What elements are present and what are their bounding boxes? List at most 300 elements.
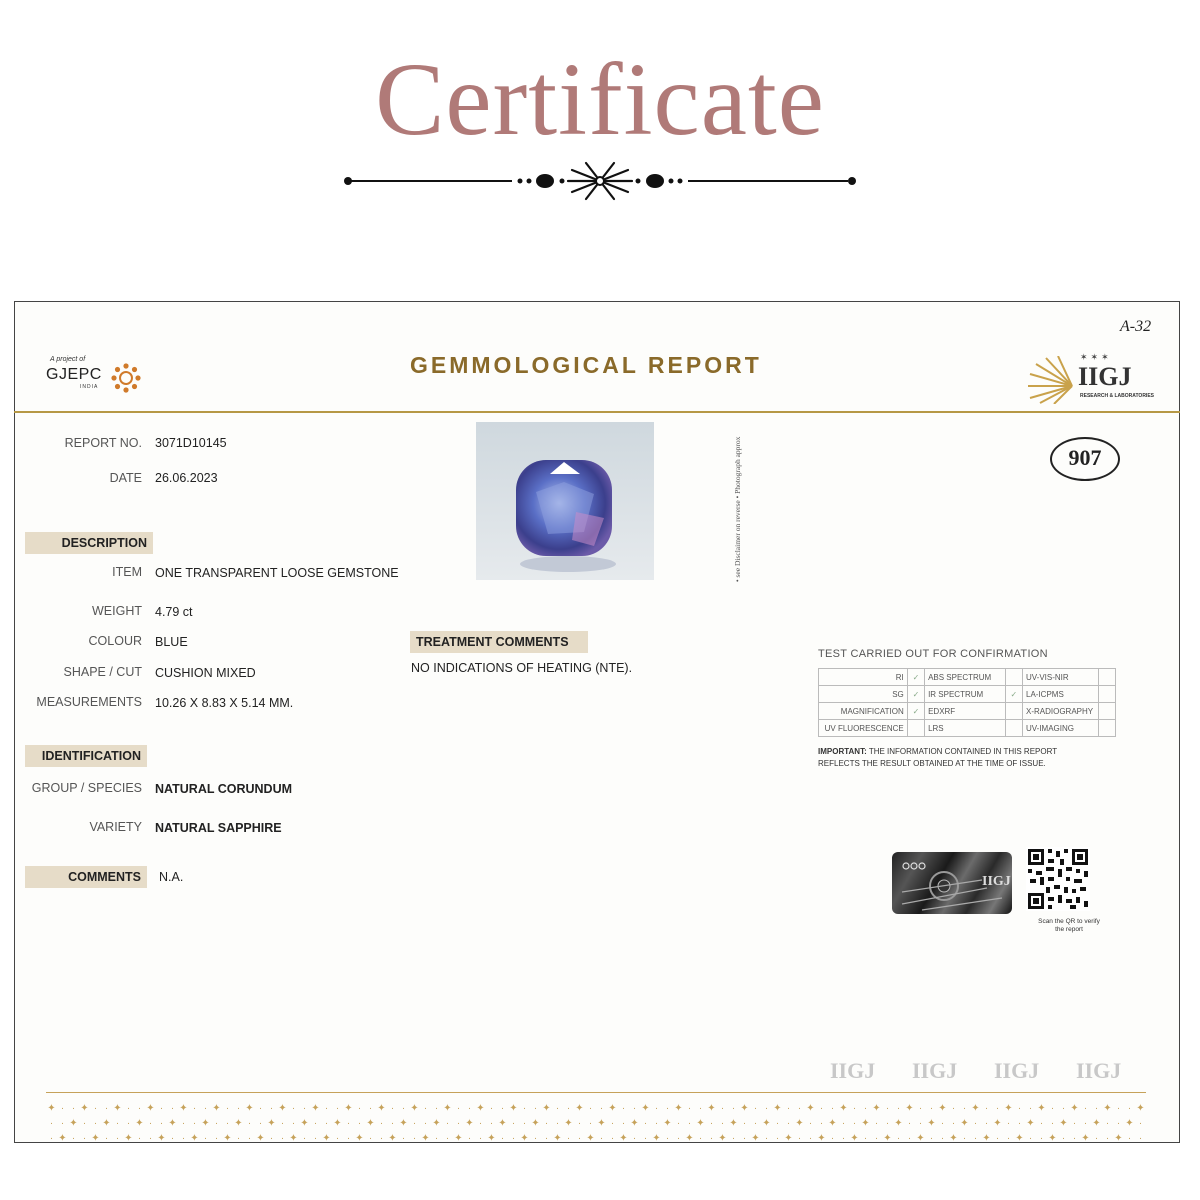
pattern-dot-icon: · — [764, 1133, 769, 1144]
test-uvfluorescence-label: UV FLUORESCENCE — [819, 720, 908, 737]
pattern-dot-icon: · — [126, 1103, 131, 1114]
pattern-dot-icon: ✦ — [223, 1133, 232, 1144]
pattern-dot-icon: · — [313, 1133, 318, 1144]
pattern-dot-icon: ✦ — [278, 1103, 287, 1114]
pattern-dot-icon: · — [588, 1103, 593, 1114]
pattern-dot-icon: · — [698, 1133, 703, 1144]
pattern-dot-icon: · — [1094, 1103, 1099, 1114]
pattern-dot-icon: · — [489, 1103, 494, 1114]
pattern-dot-icon: ✦ — [993, 1118, 1002, 1129]
table-row — [819, 669, 1116, 686]
pattern-dot-icon: ✦ — [938, 1103, 947, 1114]
pattern-dot-icon: · — [434, 1133, 439, 1144]
pattern-dot-icon: · — [1138, 1118, 1143, 1129]
pattern-dot-icon: · — [951, 1103, 956, 1114]
date-value: 26.06.2023 — [155, 471, 218, 485]
important-note — [818, 746, 1098, 770]
pattern-dot-icon: · — [313, 1118, 318, 1129]
pattern-dot-icon: ✦ — [69, 1118, 78, 1129]
pattern-dot-icon: · — [555, 1103, 560, 1114]
pattern-dot-icon: · — [511, 1133, 516, 1144]
pattern-dot-icon: · — [1072, 1118, 1077, 1129]
pattern-dot-icon: ✦ — [179, 1103, 188, 1114]
pattern-dot-icon: · — [214, 1118, 219, 1129]
report-no-label: REPORT NO. — [64, 436, 142, 450]
pattern-dot-icon: · — [984, 1118, 989, 1129]
pattern-dot-icon: · — [1094, 1133, 1099, 1144]
pattern-dot-icon: ✦ — [729, 1118, 738, 1129]
ornament-divider — [340, 158, 860, 204]
pattern-dot-icon: · — [753, 1118, 758, 1129]
pattern-dot-icon: ✦ — [619, 1133, 628, 1144]
pattern-dot-icon: · — [731, 1133, 736, 1144]
pattern-dot-icon: ✦ — [740, 1103, 749, 1114]
pattern-dot-icon: ✦ — [1004, 1103, 1013, 1114]
pattern-dot-icon: · — [709, 1118, 714, 1129]
pattern-dot-icon: · — [852, 1103, 857, 1114]
pattern-dot-icon: ✦ — [806, 1103, 815, 1114]
pattern-dot-icon: · — [489, 1118, 494, 1129]
pattern-dot-icon: ✦ — [960, 1118, 969, 1129]
pattern-dot-icon: · — [533, 1133, 538, 1144]
pattern-dot-icon: · — [1028, 1103, 1033, 1114]
pattern-dot-icon: · — [1127, 1103, 1132, 1114]
footer-pattern — [46, 1128, 1146, 1142]
pattern-dot-icon: ✦ — [245, 1103, 254, 1114]
pattern-dot-icon: · — [104, 1103, 109, 1114]
pattern-dot-icon: · — [159, 1118, 164, 1129]
pattern-dot-icon: ✦ — [564, 1118, 573, 1129]
pattern-dot-icon: · — [632, 1133, 637, 1144]
pattern-dot-icon: · — [170, 1133, 175, 1144]
pattern-dot-icon: · — [324, 1118, 329, 1129]
pattern-dot-icon: ✦ — [124, 1133, 133, 1144]
pattern-dot-icon: ✦ — [300, 1118, 309, 1129]
pattern-dot-icon: · — [445, 1118, 450, 1129]
test-laicpms-label: LA-ICPMS — [1023, 686, 1099, 703]
pattern-dot-icon: ✦ — [674, 1103, 683, 1114]
pattern-dot-icon: ✦ — [311, 1103, 320, 1114]
pattern-dot-icon: · — [665, 1133, 670, 1144]
test-sg-label: SG — [819, 686, 908, 703]
pattern-dot-icon: · — [731, 1103, 736, 1114]
test-lrs-check — [1005, 720, 1022, 737]
pattern-dot-icon: · — [720, 1118, 725, 1129]
table-row — [819, 703, 1116, 720]
pattern-dot-icon: ✦ — [1015, 1133, 1024, 1144]
pattern-dot-icon: ✦ — [542, 1103, 551, 1114]
iigj-logo-text: IIGJ — [1078, 362, 1132, 391]
item-label: ITEM — [112, 565, 142, 579]
pattern-dot-icon: · — [93, 1118, 98, 1129]
circled-number: 907 — [1050, 437, 1120, 481]
pattern-dot-icon: ✦ — [322, 1133, 331, 1144]
pattern-dot-icon: · — [753, 1103, 758, 1114]
pattern-dot-icon: ✦ — [234, 1118, 243, 1129]
treatment-heading: TREATMENT COMMENTS — [410, 631, 588, 653]
pattern-dot-icon: · — [588, 1118, 593, 1129]
pattern-dot-icon: · — [1039, 1133, 1044, 1144]
project-prefix: A project of — [50, 356, 86, 363]
pattern-dot-icon: · — [115, 1118, 120, 1129]
pattern-dot-icon: ✦ — [641, 1103, 650, 1114]
pattern-dot-icon: · — [126, 1118, 131, 1129]
gjepc-emblem-icon — [110, 362, 142, 394]
pattern-dot-icon: · — [49, 1118, 54, 1129]
pattern-dot-icon: · — [522, 1118, 527, 1129]
pattern-dot-icon: · — [500, 1133, 505, 1144]
date-label: DATE — [109, 471, 142, 485]
pattern-dot-icon: · — [863, 1103, 868, 1114]
pattern-dot-icon: ✦ — [553, 1133, 562, 1144]
pattern-dot-icon: ✦ — [421, 1133, 430, 1144]
pattern-dot-icon: · — [1039, 1118, 1044, 1129]
treatment-value: NO INDICATIONS OF HEATING (NTE). — [411, 661, 633, 675]
tests-title: TEST CARRIED OUT FOR CONFIRMATION — [818, 648, 1048, 660]
important-label: IMPORTANT: — [818, 747, 867, 756]
pattern-dot-icon: · — [357, 1118, 362, 1129]
pattern-dot-icon: ✦ — [751, 1133, 760, 1144]
pattern-dot-icon: · — [984, 1103, 989, 1114]
pattern-dot-icon: ✦ — [399, 1118, 408, 1129]
pattern-dot-icon: ✦ — [388, 1133, 397, 1144]
pattern-dot-icon: · — [269, 1133, 274, 1144]
test-lrs-label: LRS — [925, 720, 1006, 737]
pattern-dot-icon: · — [1116, 1103, 1121, 1114]
weight-label: WEIGHT — [92, 604, 142, 618]
pattern-dot-icon: · — [500, 1103, 505, 1114]
group-species-label: GROUP / SPECIES — [31, 781, 142, 795]
test-uvvis-check — [1098, 669, 1115, 686]
pattern-dot-icon: · — [302, 1133, 307, 1144]
pattern-dot-icon: · — [225, 1103, 230, 1114]
pattern-dot-icon: · — [258, 1118, 263, 1129]
pattern-dot-icon: · — [434, 1103, 439, 1114]
pattern-dot-icon: · — [940, 1118, 945, 1129]
pattern-dot-icon: ✦ — [498, 1118, 507, 1129]
pattern-dot-icon: · — [456, 1103, 461, 1114]
pattern-dot-icon: · — [137, 1103, 142, 1114]
pattern-dot-icon: · — [60, 1118, 65, 1129]
pattern-dot-icon: · — [192, 1103, 197, 1114]
handwritten-annotation: A-32 — [1120, 318, 1152, 335]
pattern-dot-icon: · — [962, 1103, 967, 1114]
pattern-dot-icon: ✦ — [47, 1103, 56, 1114]
pattern-dot-icon: ✦ — [1081, 1133, 1090, 1144]
watermark-logo: IIGJ — [912, 1058, 958, 1083]
shape-cut-value: CUSHION MIXED — [155, 666, 256, 680]
pattern-dot-icon: ✦ — [663, 1118, 672, 1129]
pattern-dot-icon: · — [797, 1133, 802, 1144]
pattern-dot-icon: · — [819, 1103, 824, 1114]
pattern-dot-icon: · — [841, 1118, 846, 1129]
pattern-dot-icon: · — [819, 1118, 824, 1129]
pattern-dot-icon: · — [973, 1133, 978, 1144]
pattern-dot-icon: ✦ — [872, 1103, 881, 1114]
pattern-dot-icon: · — [104, 1133, 109, 1144]
pattern-dot-icon: · — [896, 1103, 901, 1114]
pattern-dot-icon: · — [907, 1133, 912, 1144]
pattern-dot-icon: · — [566, 1103, 571, 1114]
test-abs-label: ABS SPECTRUM — [925, 669, 1006, 686]
table-row — [819, 686, 1116, 703]
colour-value: BLUE — [155, 635, 188, 649]
pattern-dot-icon: · — [775, 1118, 780, 1129]
watermark-logo: IIGJ — [994, 1058, 1040, 1083]
gemstone-photo — [476, 422, 654, 580]
colour-label: COLOUR — [88, 634, 142, 648]
pattern-dot-icon: ✦ — [608, 1103, 617, 1114]
test-xradiography-check — [1098, 703, 1115, 720]
pattern-dot-icon: · — [533, 1103, 538, 1114]
pattern-dot-icon: · — [929, 1133, 934, 1144]
pattern-dot-icon: · — [830, 1103, 835, 1114]
pattern-dot-icon: ✦ — [696, 1118, 705, 1129]
pattern-dot-icon: ✦ — [443, 1103, 452, 1114]
pattern-dot-icon: · — [335, 1133, 340, 1144]
pattern-dot-icon: · — [918, 1118, 923, 1129]
test-ir-check: ✓ — [1005, 686, 1022, 703]
pattern-dot-icon: · — [940, 1133, 945, 1144]
pattern-dot-icon: · — [808, 1118, 813, 1129]
test-laicpms-check — [1098, 686, 1115, 703]
pattern-dot-icon: · — [577, 1118, 582, 1129]
pattern-dot-icon: ✦ — [1103, 1103, 1112, 1114]
pattern-dot-icon: · — [346, 1133, 351, 1144]
pattern-dot-icon: ✦ — [982, 1133, 991, 1144]
pattern-dot-icon: ✦ — [817, 1133, 826, 1144]
pattern-dot-icon: ✦ — [1059, 1118, 1068, 1129]
pattern-dot-icon: · — [610, 1133, 615, 1144]
measurements-value: 10.26 X 8.83 X 5.14 MM. — [155, 696, 294, 710]
pattern-dot-icon: ✦ — [828, 1118, 837, 1129]
pattern-dot-icon: · — [599, 1103, 604, 1114]
pattern-dot-icon: · — [1061, 1103, 1066, 1114]
pattern-dot-icon: ✦ — [344, 1103, 353, 1114]
pattern-dot-icon: · — [643, 1133, 648, 1144]
pattern-dot-icon: · — [49, 1133, 54, 1144]
pattern-dot-icon: · — [214, 1133, 219, 1144]
footer-rule — [46, 1092, 1146, 1093]
pattern-dot-icon: · — [797, 1103, 802, 1114]
pattern-dot-icon: · — [423, 1118, 428, 1129]
pattern-dot-icon: · — [60, 1103, 65, 1114]
group-species-value: NATURAL CORUNDUM — [155, 782, 293, 796]
pattern-dot-icon: · — [907, 1118, 912, 1129]
description-heading: DESCRIPTION — [25, 532, 153, 554]
stars-icon: ✶✶✶ — [1080, 352, 1112, 362]
pattern-dot-icon: · — [544, 1133, 549, 1144]
pattern-dot-icon: ✦ — [432, 1118, 441, 1129]
pattern-dot-icon: · — [93, 1103, 98, 1114]
pattern-dot-icon: ✦ — [58, 1133, 67, 1144]
pattern-dot-icon: · — [346, 1118, 351, 1129]
pattern-dot-icon: ✦ — [971, 1103, 980, 1114]
pattern-dot-icon: · — [1006, 1118, 1011, 1129]
pattern-dot-icon: · — [456, 1118, 461, 1129]
pattern-dot-icon: ✦ — [80, 1103, 89, 1114]
pattern-dot-icon: ✦ — [1114, 1133, 1123, 1144]
pattern-dot-icon: · — [423, 1103, 428, 1114]
pattern-dot-icon: · — [269, 1103, 274, 1114]
pattern-dot-icon: · — [786, 1118, 791, 1129]
variety-label: VARIETY — [89, 820, 142, 834]
watermark-logo: IIGJ — [1076, 1058, 1122, 1083]
pattern-dot-icon: ✦ — [575, 1103, 584, 1114]
pattern-dot-icon: · — [335, 1103, 340, 1114]
pattern-dot-icon: · — [709, 1133, 714, 1144]
pattern-dot-icon: · — [236, 1133, 241, 1144]
shape-cut-label: SHAPE / CUT — [63, 665, 142, 679]
pattern-dot-icon: · — [280, 1118, 285, 1129]
pattern-dot-icon: ✦ — [102, 1118, 111, 1129]
pattern-dot-icon: · — [478, 1118, 483, 1129]
pattern-dot-icon: · — [874, 1118, 879, 1129]
pattern-dot-icon: · — [632, 1103, 637, 1114]
pattern-dot-icon: ✦ — [795, 1118, 804, 1129]
pattern-dot-icon: · — [973, 1118, 978, 1129]
gjepc-logo-text: GJEPC — [46, 366, 102, 383]
pattern-dot-icon: · — [742, 1133, 747, 1144]
pattern-dot-icon: ✦ — [454, 1133, 463, 1144]
pattern-dot-icon: · — [357, 1103, 362, 1114]
pattern-dot-icon: · — [1127, 1133, 1132, 1144]
pattern-dot-icon: · — [841, 1133, 846, 1144]
important-text: THE INFORMATION CONTAINED IN THIS REPORT REFLECTS THE RESULT OBTAINED AT THE TIME OF ISSUE. — [818, 747, 1057, 768]
pattern-dot-icon: · — [555, 1118, 560, 1129]
pattern-dot-icon: · — [1050, 1103, 1055, 1114]
pattern-dot-icon: ✦ — [377, 1103, 386, 1114]
pattern-dot-icon: ✦ — [168, 1118, 177, 1129]
tests-table — [818, 668, 1116, 737]
pattern-dot-icon: · — [918, 1103, 923, 1114]
pattern-dot-icon: · — [247, 1133, 252, 1144]
page-title: Certificate — [375, 42, 825, 157]
gjepc-sub-text: INDIA — [80, 384, 99, 390]
qr-code-icon[interactable] — [1026, 847, 1090, 911]
pattern-dot-icon: · — [808, 1133, 813, 1144]
pattern-dot-icon: ✦ — [333, 1118, 342, 1129]
pattern-dot-icon: · — [885, 1103, 890, 1114]
pattern-dot-icon: ✦ — [883, 1133, 892, 1144]
pattern-dot-icon: · — [247, 1118, 252, 1129]
pattern-dot-icon: · — [379, 1133, 384, 1144]
pattern-dot-icon: · — [874, 1133, 879, 1144]
pattern-dot-icon: ✦ — [256, 1133, 265, 1144]
pattern-dot-icon: ✦ — [465, 1118, 474, 1129]
pattern-dot-icon: · — [522, 1103, 527, 1114]
pattern-dot-icon: ✦ — [267, 1118, 276, 1129]
pattern-dot-icon: · — [687, 1103, 692, 1114]
pattern-dot-icon: · — [1017, 1118, 1022, 1129]
pattern-dot-icon: ✦ — [707, 1103, 716, 1114]
test-uvimaging-label: UV-IMAGING — [1023, 720, 1099, 737]
table-row — [819, 720, 1116, 737]
pattern-dot-icon: · — [599, 1133, 604, 1144]
variety-value: NATURAL SAPPHIRE — [155, 821, 282, 835]
pattern-dot-icon: · — [621, 1118, 626, 1129]
hologram-logo-text: IIGJ — [982, 874, 1011, 889]
pattern-dot-icon: · — [665, 1103, 670, 1114]
test-uvvis-label: UV-VIS-NIR — [1023, 669, 1099, 686]
pattern-dot-icon: ✦ — [685, 1133, 694, 1144]
pattern-dot-icon: ✦ — [135, 1118, 144, 1129]
measurements-label: MEASUREMENTS — [36, 695, 142, 709]
pattern-dot-icon: ✦ — [839, 1103, 848, 1114]
pattern-dot-icon: · — [467, 1133, 472, 1144]
pattern-dot-icon: · — [566, 1133, 571, 1144]
footer-pattern — [46, 1098, 1146, 1112]
pattern-dot-icon: · — [577, 1133, 582, 1144]
pattern-dot-icon: · — [1006, 1133, 1011, 1144]
pattern-dot-icon: ✦ — [586, 1133, 595, 1144]
pattern-dot-icon: ✦ — [476, 1103, 485, 1114]
pattern-dot-icon: · — [654, 1118, 659, 1129]
pattern-dot-icon: · — [1105, 1133, 1110, 1144]
pattern-dot-icon: ✦ — [861, 1118, 870, 1129]
pattern-dot-icon: · — [885, 1118, 890, 1129]
pattern-dot-icon: · — [1083, 1118, 1088, 1129]
pattern-dot-icon: ✦ — [113, 1103, 122, 1114]
pattern-dot-icon: · — [995, 1103, 1000, 1114]
pattern-dot-icon: · — [368, 1103, 373, 1114]
pattern-dot-icon: · — [401, 1133, 406, 1144]
test-ri-label: RI — [819, 669, 908, 686]
test-uvfluorescence-check — [907, 720, 924, 737]
pattern-dot-icon: · — [379, 1118, 384, 1129]
pattern-dot-icon: · — [291, 1103, 296, 1114]
pattern-dot-icon: ✦ — [157, 1133, 166, 1144]
pattern-dot-icon: ✦ — [410, 1103, 419, 1114]
pattern-dot-icon: · — [1028, 1133, 1033, 1144]
pattern-dot-icon: · — [302, 1103, 307, 1114]
pattern-dot-icon: · — [1083, 1103, 1088, 1114]
pattern-dot-icon: ✦ — [927, 1118, 936, 1129]
iigj-sub-text: RESEARCH & LABORATORIES — [1080, 393, 1154, 399]
pattern-dot-icon: · — [71, 1103, 76, 1114]
pattern-dot-icon: · — [258, 1103, 263, 1114]
test-magnification-check: ✓ — [907, 703, 924, 720]
pattern-dot-icon: · — [764, 1103, 769, 1114]
pattern-dot-icon: · — [698, 1103, 703, 1114]
test-abs-check — [1005, 669, 1022, 686]
header-divider — [14, 411, 1180, 413]
pattern-dot-icon: · — [775, 1133, 780, 1144]
pattern-dot-icon: ✦ — [850, 1133, 859, 1144]
pattern-dot-icon: ✦ — [718, 1133, 727, 1144]
pattern-dot-icon: ✦ — [355, 1133, 364, 1144]
pattern-dot-icon: · — [181, 1133, 186, 1144]
pattern-dot-icon: · — [830, 1133, 835, 1144]
test-ri-check: ✓ — [907, 669, 924, 686]
comments-heading: COMMENTS — [25, 866, 147, 888]
test-xradiography-label: X-RADIOGRAPHY — [1023, 703, 1099, 720]
report-no-value: 3071D10145 — [155, 436, 227, 450]
pattern-dot-icon: ✦ — [652, 1133, 661, 1144]
pattern-dot-icon: ✦ — [520, 1133, 529, 1144]
pattern-dot-icon: · — [137, 1133, 142, 1144]
pattern-dot-icon: ✦ — [1125, 1118, 1134, 1129]
pattern-dot-icon: ✦ — [1070, 1103, 1079, 1114]
pattern-dot-icon: · — [192, 1118, 197, 1129]
test-edxrf-label: EDXRF — [925, 703, 1006, 720]
footer-pattern — [46, 1113, 1146, 1127]
pattern-dot-icon: ✦ — [1048, 1133, 1057, 1144]
pattern-dot-icon: ✦ — [894, 1118, 903, 1129]
pattern-dot-icon: ✦ — [916, 1133, 925, 1144]
pattern-dot-icon: ✦ — [1037, 1103, 1046, 1114]
pattern-dot-icon: · — [951, 1118, 956, 1129]
